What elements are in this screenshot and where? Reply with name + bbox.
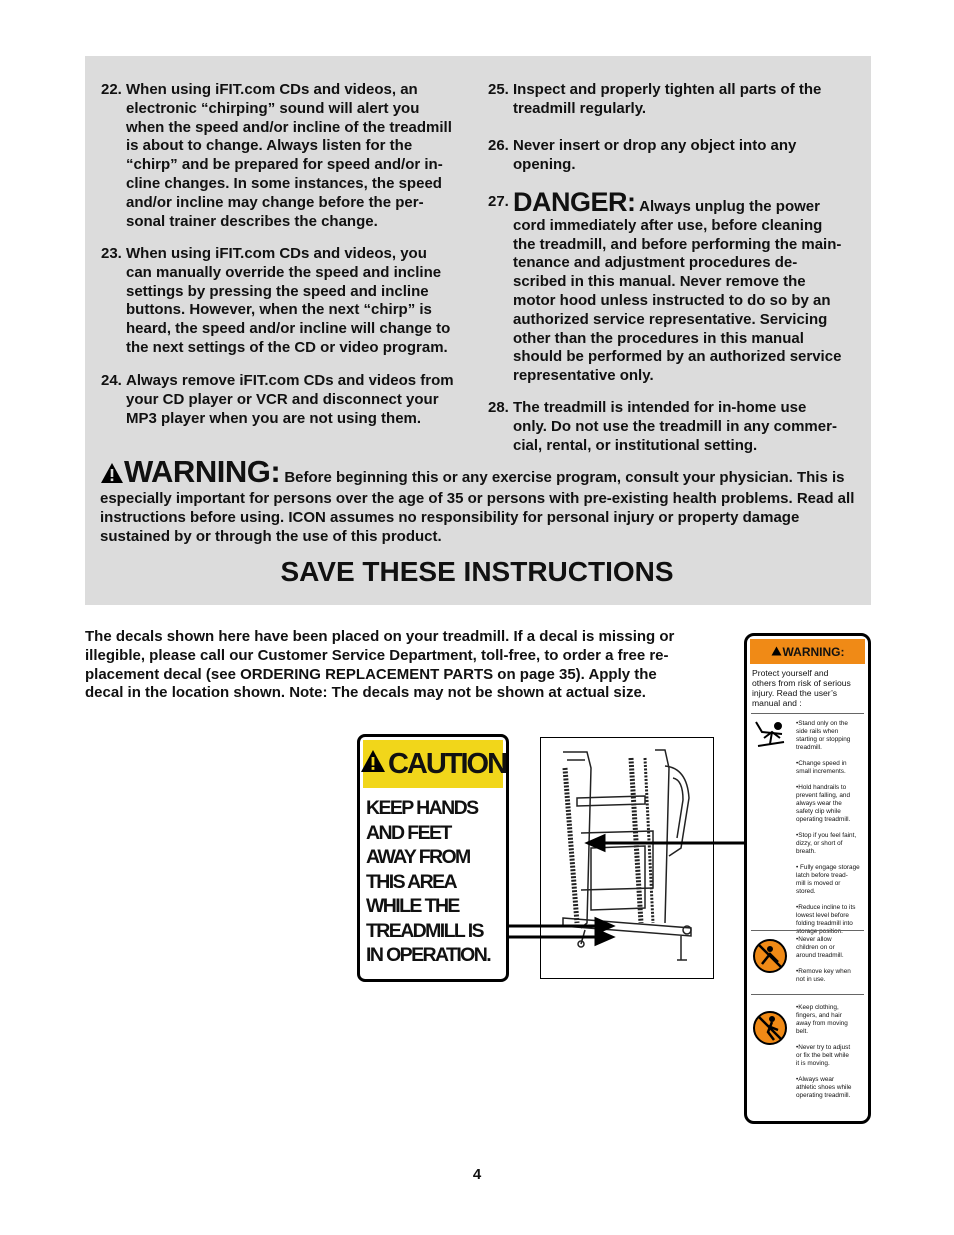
instruction-24: 24. Always remove iFIT.com CDs and videos from your CD player or VCR and disconnect your MP3 player when you are not using them.: [101, 372, 481, 428]
warning-decal-section: [751, 713, 864, 714]
instruction-27-text: DANGER: Always unplug the power cord immediately after use, before cleaning the treadmill, and before performing the main- tenance and adjustment procedures de- scribed in this manual. Never remove the motor hood unless instructed to do so by an authorized service representative. Servicing other than the procedures in this manual should be performed by an authorized service representative only.: [513, 187, 842, 385]
warning-decal: [744, 633, 871, 1124]
warning-decal-section: [751, 994, 864, 995]
decals-intro-text: The decals shown here have been placed on your treadmill. If a decal is missing or illegible, please call our Customer Service Department, toll-free, to order a free re- placement decal (see ORDERING REPLACEMENT PARTS on page 35). Apply the decal in the location shown. Note: The decals may not be shown at actual size.: [85, 628, 675, 702]
warning-heading: WARNING:: [124, 454, 281, 489]
no-children-icon: [752, 938, 788, 974]
instruction-28: 28. The treadmill is intended for in-home use only. Do not use the treadmill in any commer- cial, rental, or institutional setting.: [488, 399, 863, 455]
warning-triangle-icon: [360, 748, 386, 781]
instruction-23-text: When using iFIT.com CDs and videos, you can manually override the speed and incline settings by pressing the speed and incline buttons. However, when the next “chirp” is heard, the speed and/or incline will change to the next settings of the CD or video program.: [126, 245, 451, 356]
instruction-25: 25. Inspect and properly tighten all parts of the treadmill regularly.: [488, 81, 863, 119]
warning-triangle-icon: [771, 645, 782, 659]
instruction-26-text: Never insert or drop any object into any opening.: [513, 137, 797, 173]
warning-decal-intro: Protect yourself and others from risk of serious injury. Read the user’s manual and :: [752, 668, 851, 708]
warning-decal-header: [750, 639, 865, 664]
warning-decal-bullets-3: •Keep clothing, fingers, and hair away from moving belt. •Never try to adjust or fix the belt while it is moving. •Always wear athletic shoes while operating treadmill.: [796, 1004, 852, 1099]
instruction-27: 27. DANGER: Always unplug the power cord immediately after use, before cleaning the treadmill, and before performing the main- tenance and adjustment procedures de- scribed in this manual. Never remove the motor hood unless instructed to do so by an authorized service representative. Servicing other than the procedures in this manual should be performed by an authorized service representative only.: [488, 193, 863, 386]
instruction-26: 26. Never insert or drop any object into any opening.: [488, 137, 863, 175]
page-number: 4: [472, 1166, 482, 1183]
person-falling-icon: [752, 716, 788, 752]
instruction-28-text: The treadmill is intended for in-home use only. Do not use the treadmill in any commer- cial, rental, or institutional setting.: [513, 399, 837, 454]
warning-triangle-icon: [100, 462, 124, 489]
warning-paragraph: [100, 454, 860, 546]
instruction-23: 23. When using iFIT.com CDs and videos, you can manually override the speed and incline settings by pressing the speed and incline buttons. However, when the next “chirp” is heard, the speed and/or incline will change to the next settings of the CD or video program.: [101, 245, 481, 358]
instruction-22-text: When using iFIT.com CDs and videos, an electronic “chirping” sound will alert you when the speed and/or incline of the treadmill is about to change. Always listen for the “chirp” and be prepared for speed and/or in- cline changes. In some instances, the speed and/or incline may change before the per- sonal trainer describes the change.: [126, 81, 452, 230]
caution-header: [363, 740, 507, 788]
caution-title: CAUTION: [387, 747, 507, 780]
no-hands-near-belt-icon: [752, 1010, 788, 1046]
instruction-25-text: Inspect and properly tighten all parts of the treadmill regularly.: [513, 81, 822, 117]
caution-body-text: KEEP HANDS AND FEET AWAY FROM THIS AREA WHILE THE TREADMILL IS IN OPERATION.: [366, 797, 491, 966]
warning-decal-bullets-2: •Never allow children on or around treadmill. •Remove key when not in use.: [796, 936, 851, 983]
warning-decal-title: WARNING:: [782, 644, 845, 659]
warning-decal-section: [751, 930, 864, 931]
save-instructions-heading: SAVE THESE INSTRUCTIONS: [280, 556, 674, 587]
treadmill-diagram: [540, 737, 714, 979]
treadmill-illustration: [541, 738, 713, 978]
danger-heading: DANGER:: [513, 187, 636, 217]
instruction-24-text: Always remove iFIT.com CDs and videos from your CD player or VCR and disconnect your MP3 player when you are not using them.: [126, 372, 454, 427]
instruction-22: 22. When using iFIT.com CDs and videos, an electronic “chirping” sound will alert you when the speed and/or incline of the treadmill is about to change. Always listen for the “chirp” and be prepared for speed and/or in- cline changes. In some instances, the speed and/or incline may change before the per- sonal trainer describes the change.: [101, 81, 481, 231]
warning-decal-bullets-1: •Stand only on the side rails when starting or stopping treadmill. •Change speed in small increments. •Hold handrails to prevent falling, and always wear the safety clip while operating treadmill. •Stop if you feel faint, dizzy, or short of breath. • Fully engage storage latch before tread- mill is moved or stored. •Reduce incline to its lowest level before folding treadmill into storage position.: [796, 720, 860, 935]
caution-decal: [357, 734, 509, 982]
warning-text: Before beginning this or any exercise program, consult your physician. This is especially important for persons over the age of 35 or persons with pre-existing health problems. Read all instructions before using. ICON assumes no responsibility for personal injury or property damage sustained by or through the use of this product.: [100, 469, 855, 545]
